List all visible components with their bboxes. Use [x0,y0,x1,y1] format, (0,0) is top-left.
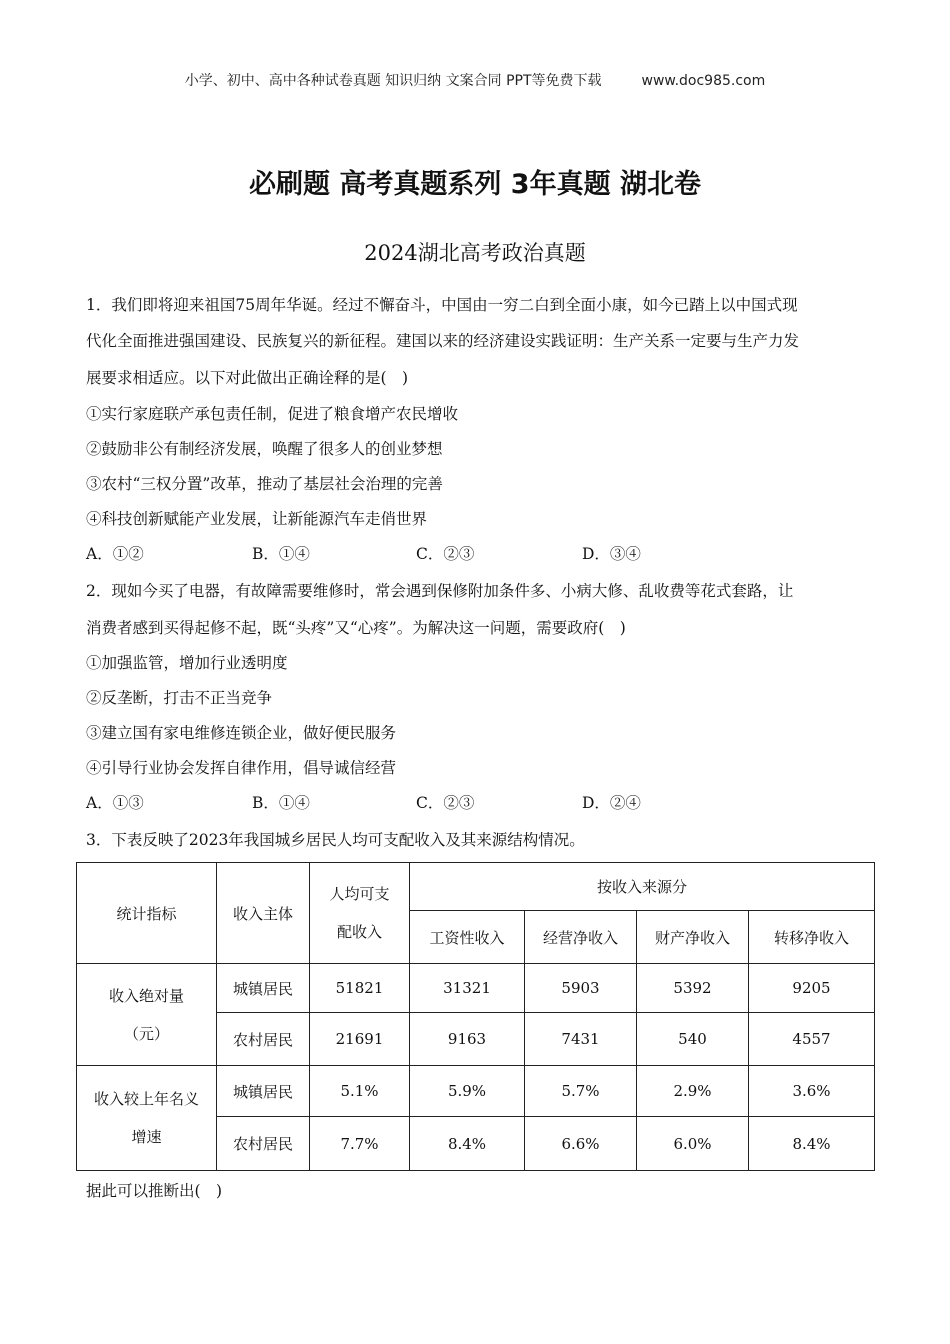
q1-item: ①实行家庭联产承包责任制，促进了粮食增产农民增收 [86,405,459,423]
q1-line: 代化全面推进强国建设、民族复兴的新征程。建国以来的经济建设实践证明：生产关系一定要与生产力发 [86,332,800,350]
q2-line: 2．现如今买了电器，有故障需要维修时，常会遇到保修附加条件多、小病大修、乱收费等花式套路，让 [86,582,794,600]
header-indicator: 统计指标 [77,863,217,964]
q2-option-c: C．②③ [416,794,475,812]
cell: 农村居民 [217,1013,310,1066]
header-source-col: 工资性收入 [410,911,525,964]
page-header [0,70,950,90]
cell: 城镇居民 [217,964,310,1013]
q1-option-d: D．③④ [582,545,641,563]
cell: 6.0% [637,1117,749,1171]
q1-item: ③农村“三权分置”改革，推动了基层社会治理的完善 [86,475,443,493]
cell: 5.7% [525,1066,637,1117]
group-growth: 收入较上年名义 增速 [77,1066,217,1171]
header-source-col: 转移净收入 [749,911,875,964]
cell: 9163 [410,1013,525,1066]
q1-item: ④科技创新赋能产业发展，让新能源汽车走俏世界 [86,510,428,528]
header-subject: 收入主体 [217,863,310,964]
header-disposable: 人均可支 配收入 [310,863,410,964]
cell: 7431 [525,1013,637,1066]
cell: 3.6% [749,1066,875,1117]
cell: 21691 [310,1013,410,1066]
cell: 51821 [310,964,410,1013]
cell: 5.9% [410,1066,525,1117]
table-row [77,1066,875,1117]
q1-line: 1．我们即将迎来祖国75周年华诞。经过不懈奋斗，中国由一穷二白到全面小康，如今已踏上以中国式现 [86,296,798,314]
income-table [76,862,875,1171]
q1-line: 展要求相适应。以下对此做出正确诠释的是( ) [86,369,409,387]
q3-after: 据此可以推断出( ) [86,1182,223,1200]
cell: 31321 [410,964,525,1013]
q2-item: ①加强监管，增加行业透明度 [86,654,288,672]
cell: 5.1% [310,1066,410,1117]
cell: 5392 [637,964,749,1013]
header-source-col: 财产净收入 [637,911,749,964]
q2-option-b: B．①④ [252,794,310,812]
cell: 2.9% [637,1066,749,1117]
doc-title: 必刷题 高考真题系列 3年真题 湖北卷 [249,169,701,200]
q2-option-a: A．①③ [86,794,144,812]
q2-item: ③建立国有家电维修连锁企业，做好便民服务 [86,724,397,742]
cell: 4557 [749,1013,875,1066]
cell: 7.7% [310,1117,410,1171]
q1-item: ②鼓励非公有制经济发展，唤醒了很多人的创业梦想 [86,440,443,458]
q1-option-b: B．①④ [252,545,310,563]
cell: 8.4% [410,1117,525,1171]
doc-subtitle: 2024湖北高考政治真题 [364,241,586,265]
cell: 5903 [525,964,637,1013]
header-source: 按收入来源分 [410,863,875,911]
cell: 540 [637,1013,749,1066]
cell: 城镇居民 [217,1066,310,1117]
q2-item: ④引导行业协会发挥自律作用，倡导诚信经营 [86,759,397,777]
q1-option-a: A．①② [86,545,144,563]
q1-option-c: C．②③ [416,545,475,563]
header-url[interactable]: www.doc985.com [641,73,766,89]
q2-item: ②反垄断，打击不正当竞争 [86,689,273,707]
group-absolute: 收入绝对量 （元） [77,964,217,1066]
header-text: 小学、初中、高中各种试卷真题 知识归纳 文案合同 PPT等免费下载 [184,73,602,89]
cell: 8.4% [749,1117,875,1171]
q2-option-d: D．②④ [582,794,641,812]
q3-intro: 3．下表反映了2023年我国城乡居民人均可支配收入及其来源结构情况。 [86,831,585,849]
cell: 9205 [749,964,875,1013]
q2-line: 消费者感到买得起修不起，既“头疼”又“心疼”。为解决这一问题，需要政府( ) [86,619,626,637]
cell: 农村居民 [217,1117,310,1171]
header-source-col: 经营净收入 [525,911,637,964]
table-row [77,964,875,1013]
cell: 6.6% [525,1117,637,1171]
